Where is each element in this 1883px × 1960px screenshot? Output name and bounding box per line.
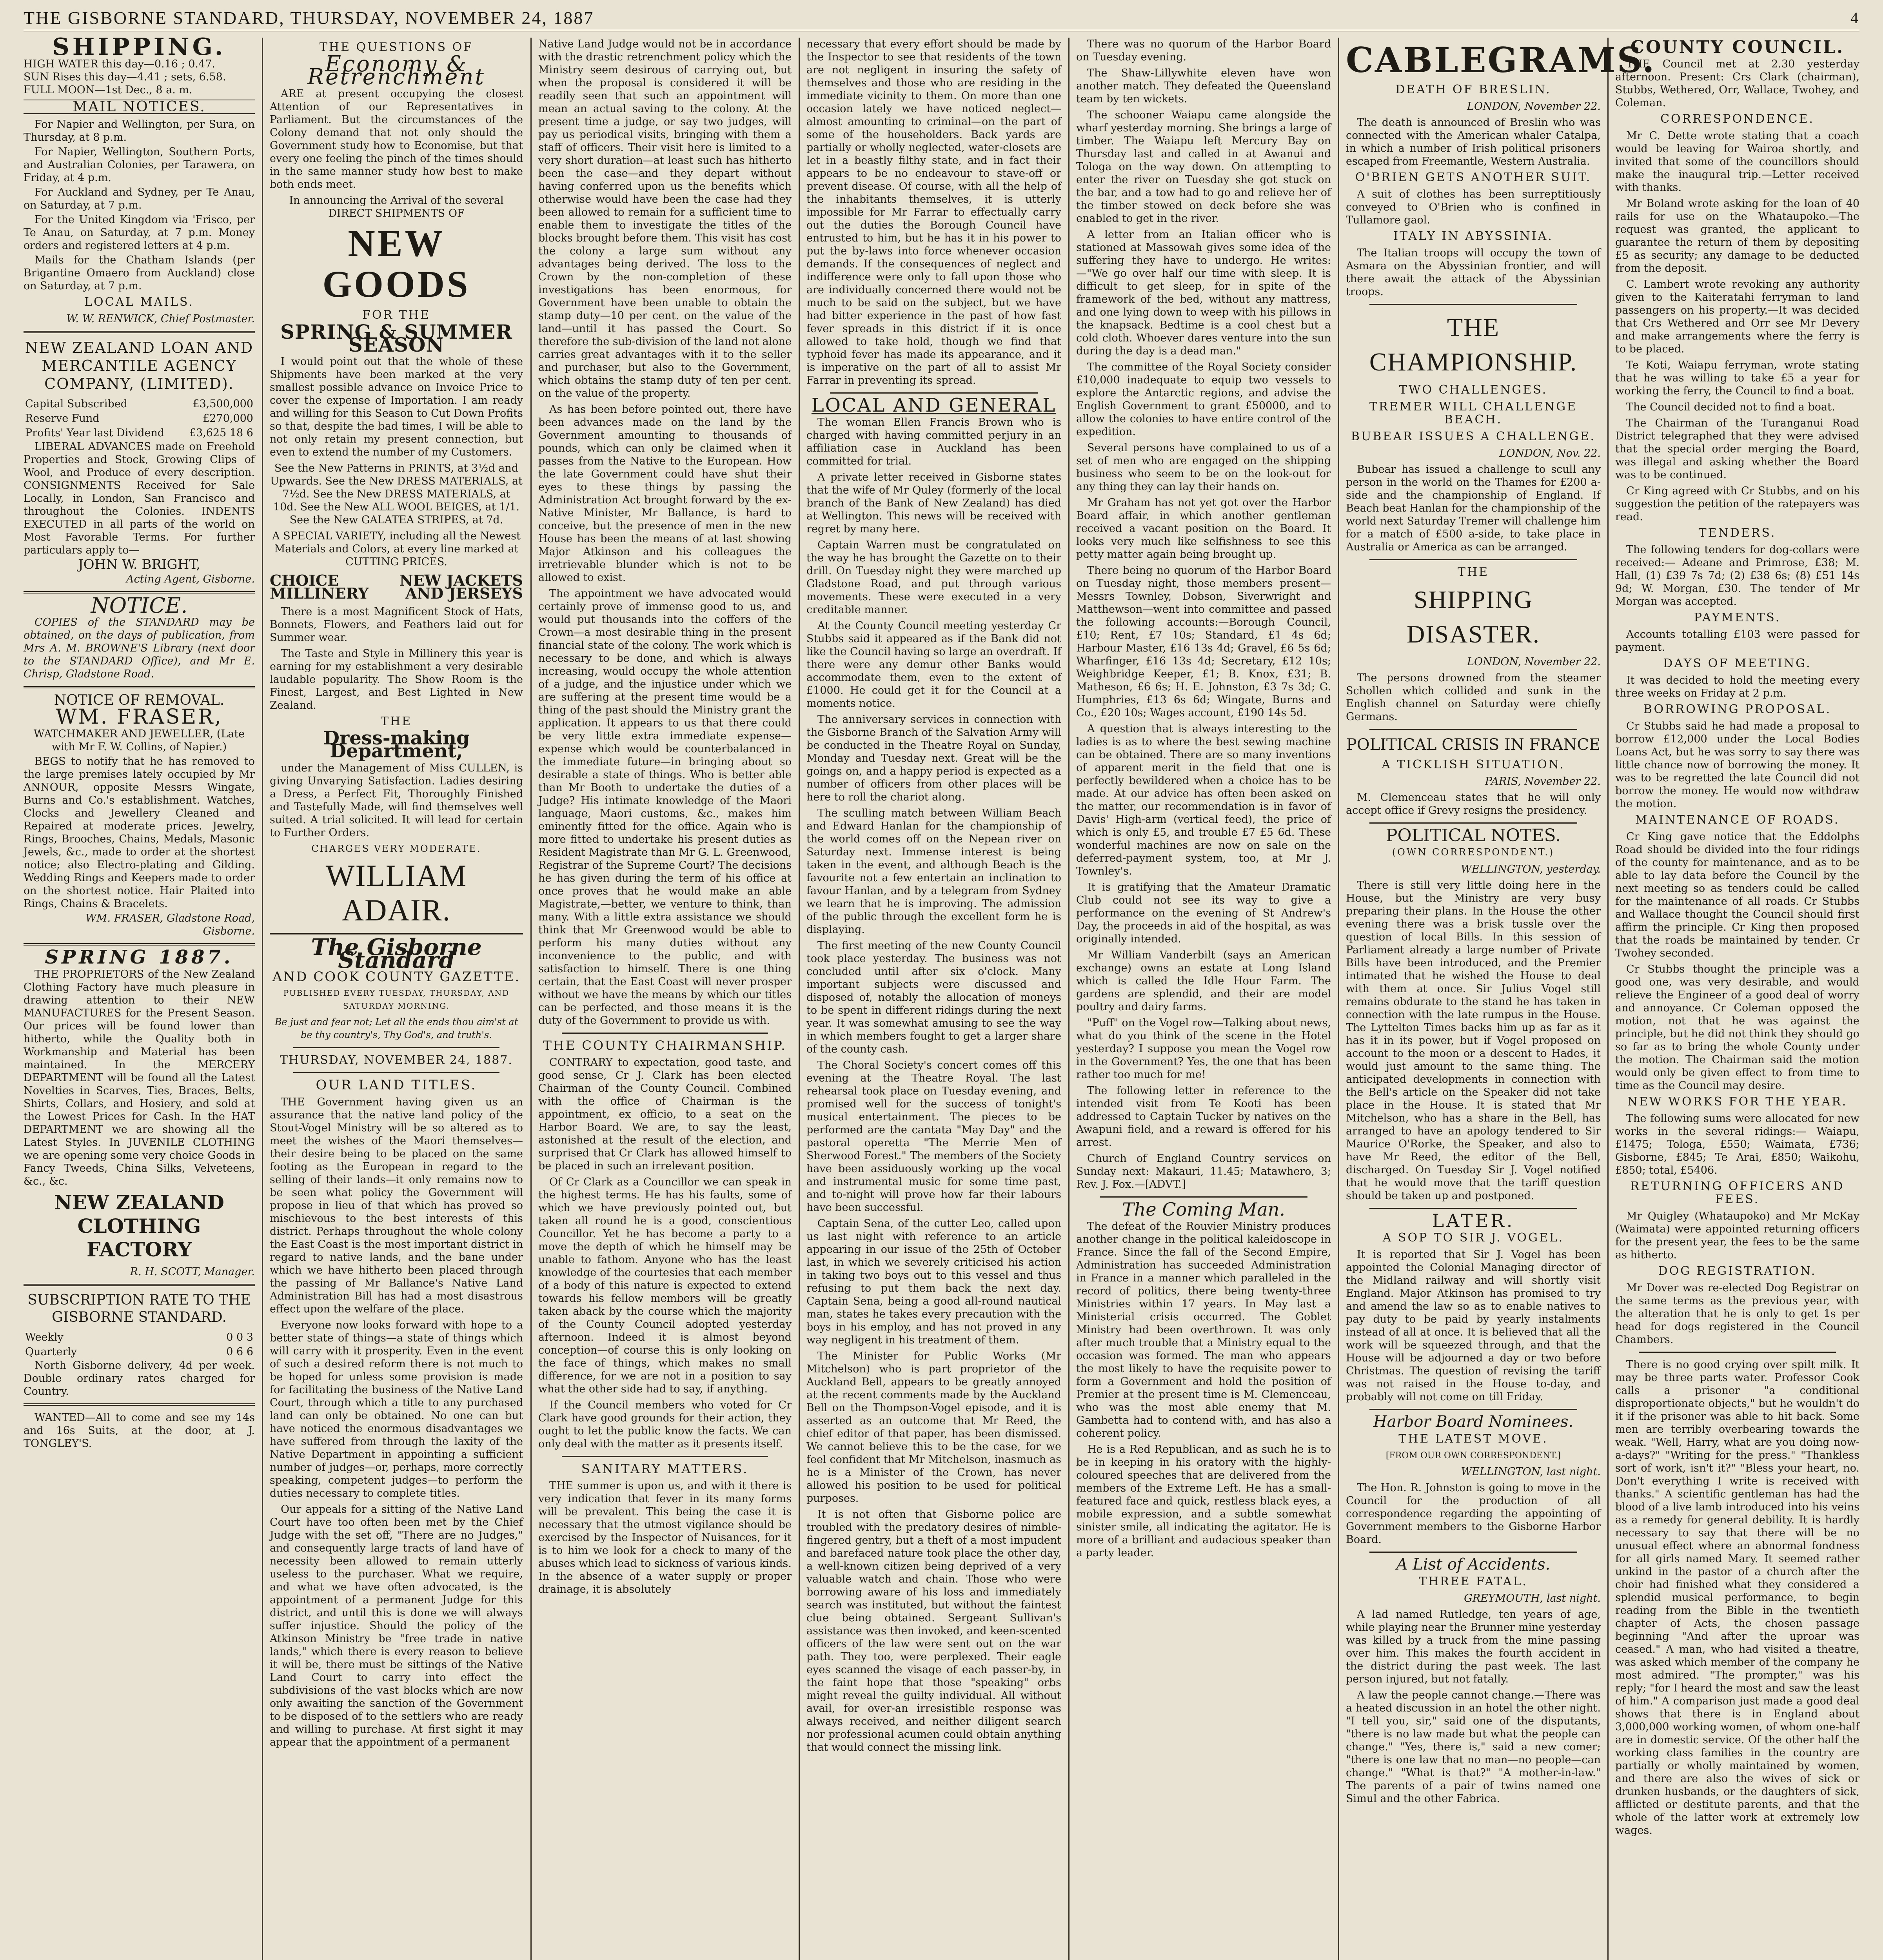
news-item: A question that is always interesting to the ladies is as to where the best sewing machine can be obtained. There are so many inventions of apparent merit in the field that one is perfectly bewildered when a choice has to be made. At our advice has often been asked on the matter, our recommendation is in favor of Davis' High-arm (vertical feed), the price of which is only £5, and trouble £7 £5 6d. These wonderful machines are now on sale on the deferred-payment system, too, at Mr J. Townley's. (1076, 723, 1331, 877)
economy-text: ARE at present occupying the closest Attention of our Representatives in Parliament. But the circumstances of the Colony demand that not only should the Government study how to Economise, but that every one feeling the pinch of the times should in the same manner study how best to make both ends meet. (270, 88, 523, 191)
divider (1369, 822, 1577, 824)
article-paragraph: The defeat of the Rouvier Ministry produces another change in the political kaleidoscope in France. Since the fall of the Second Empire, Administration has succeeded Administration in France in a manner which paralleled in the record of politics, there being twenty-three Ministries within 17 years. In May last a Ministerial crisis occurred. The Goblet Ministry had been overthrown. It was only after much trouble that a Ministry equal to the occasion was formed. The man who appears the most likely to have the requisite power to form a Government and hold the position of Premier at the present time is M. Clemenceau, who was the most able enemy that M. Gambetta had to contend with, and has also a coherent policy. (1076, 1220, 1331, 1439)
news-item: Mr Graham has not yet got over the Harbor Board affair, in which another gentleman received a vacant position on the Board. It looks very much like selfishness to see this petty matter again being brought up. (1076, 497, 1331, 561)
news-item: There being no quorum of the Harbor Board on Tuesday night, those members present—Messrs Townley, Dobson, Siverwright and Matthewson—went into committee and passed the following accounts:—Borough Council, £10; Rent, £7 10s; Standard, £1 4s 6d; Harbour Master, £16 13s 4d; Gravel, £6 5s 6d; Wharfinger, £16 13s 4d; Secretary, £12 10s; Weighbridge Keeper, £1; B. Knox, £31; B. Matheson, £6 6s; H. E. Johnston, £3 7s 3d; G. Humphries, £13 6s 6d; Wingate, Burns and Co., £20 10s; Wages account, £190 14s 5d. (1076, 564, 1331, 719)
divider (1369, 1552, 1577, 1553)
tenders-heading: TENDERS. (1698, 526, 1776, 540)
column-rule (530, 38, 532, 1960)
divider (24, 331, 255, 333)
returning-officers-heading: RETURNING OFFICERS AND FEES. (1630, 1180, 1845, 1206)
crisis-date: PARIS, November 22. (1485, 775, 1601, 788)
harbor-board-from: [FROM OUR OWN CORRESPONDENT.] (1385, 1451, 1561, 1461)
mail-item: For Napier, Wellington, Southern Ports, and Australian Colonies, per Tarawera, on Friday, at 4 p.m. (24, 146, 255, 184)
council-item: Mr Quigley (Whataupoko) and Mr McKay (Waimata) were appointed returning officers for the present year, the fees to be the same as hitherto. (1615, 1210, 1859, 1261)
divider (24, 686, 255, 688)
council-item: Mr Dover was re-elected Dog Registrar on the same terms as the previous year, with the alteration that he is only to get 1s per head for dogs registered in the Council Chambers. (1615, 1282, 1859, 1346)
table-row (24, 426, 255, 440)
new-works-heading: NEW WORKS FOR THE YEAR. (1627, 1095, 1848, 1109)
divider (293, 1047, 499, 1048)
maintenance-heading: MAINTENANCE OF ROADS. (1635, 813, 1840, 827)
cable-date: LONDON, November 22. (1467, 100, 1601, 113)
loan-signature-title: Acting Agent, Gisborne. (126, 573, 255, 585)
disaster-date: LONDON, November 22. (1467, 656, 1601, 668)
dressmaking-heading: Dress-making Department, (323, 727, 470, 762)
questions-heading: THE QUESTIONS OF (319, 40, 474, 54)
table-cell: Capital Subscribed (25, 398, 128, 410)
harbor-board-text: The Hon. R. Johnston is going to move in the Council for the production of all correspondence regarding the appointing of Government members to the Gisborne Harbor Board. (1346, 1482, 1601, 1546)
article-paragraph: necessary that every effort should be made by the Inspector to see that residents of the town are not negligent in insuring the safety of themselves and those who are residing in the immediate vicinity to them. On more than one occasion lately we have noticed neglect—almost amounting to criminal—on the part of some of the householders. Back yards are partially or wholly neglected, water-closets are let in a beastly filthy state, and in fact their appears to be no endeavour to stave-off or prevent disease. Of course, with all the help of the inhabitants themselves, it is utterly impossible for Mr Farrar to effectually carry out the duties the Borough Council have entrusted to him, but he has it in his power to put the by-laws into force whenever occasion demands. If the consequences of neglect and indifference were only to fall upon those who are individually concerned there would not be much to be said on the subject, but we have had bitter experience in the past of how fast fever spreads in this district if it is once allowed to take hold, though we find that typhoid fever has made its appearance, and it is imperative on the part of all to assist Mr Farrar in preventing its spread. (806, 38, 1061, 387)
column-2 (270, 38, 523, 1960)
fraser-text: BEGS to notify that he has removed to the large premises lately occupied by Mr ANNOUR, opposite Messrs Wingate, Burns and Co.'s establishment. Watches, Clocks and Jewellery Cleaned and Repaired at moderate prices. Jewelry, Rings, Brooches, Chains, Medals, Masonic Jewels, &c., made to order at the shortest notice; also Electro-plating and Gilding. Wedding Rings and Keepers made to order on the shortest notice. Hair Plaited into Rings, Chains & Bracelets. (24, 755, 255, 910)
mail-item: For Napier and Wellington, per Sura, on Thursday, at 8 p.m. (24, 118, 255, 143)
news-item: Several persons have complained to us of a set of men who are engaged on the shipping business who seem to be on the look-out for any thing they can lay their hands on. (1076, 442, 1331, 493)
council-item: The following tenders for dog-collars were received:— Adeane and Primrose, £38; M. Hall, (1) £39 7s 7d; (2) £38 6s; (8) £51 14s 9d; W. Morgan, £30. The tender of Mr Morgan was accepted. (1615, 544, 1859, 608)
later-text: It is reported that Sir J. Vogel has been appointed the Colonial Managing director of the Midland railway and will shortly visit England. Major Atkinson has promised to try and amend the law so as to enable natives to pay duty to be paid by yearly instalments instead of all at once. It is believed that all the work will be squeezed through, and that the House will be adjourned a day or two before Christmas. The question of revising the tariff was not raised in the House to-day, and probably will not come on till Friday. (1346, 1249, 1601, 1403)
divider (1369, 559, 1577, 560)
table-row (24, 411, 255, 426)
column-rule (1068, 38, 1070, 1960)
prints-text: See the New Patterns in PRINTS, at 3½d and Upwards. See the New DRESS MATERIALS, at 7½d. See the New DRESS MATERIALS, at 10d. See the New ALL WOOL BEIGES, at 1/1. See the New GALATEA STRIPES, at 7d. (270, 462, 523, 526)
table-row (24, 1345, 255, 1359)
council-item: The Chairman of the Turanganui Road District telegraphed that they were advised that the special order merging the Board, was illegal and asking whether the Board was to be continued. (1615, 417, 1859, 481)
news-item: Church of England Country services on Sunday next: Makauri, 11.45; Matawhero, 3; Rev. J. Fox.—[ADVT.] (1076, 1152, 1331, 1191)
divider (1369, 1208, 1577, 1209)
council-item: Cr King gave notice that the Eddolphs Road should be divided into the four ridings of the county for maintenance, and as to be able to lay data before the Council by the next meeting so as tenders could be called for the maintenance of all roads. Cr Stubbs and Wallace thought the Council should first affirm the principle. Cr King then proposed that the roads be maintained by tender. Cr Twohey seconded. (1615, 831, 1859, 959)
column-rule (1338, 38, 1339, 1960)
local-mails-heading: LOCAL MAILS. (84, 295, 194, 309)
special-text: A SPECIAL VARIETY, including all the Newest Materials and Colors, at every line marked at CUTTING PRICES. (272, 530, 521, 568)
fraser-signature: WM. FRASER, Gladstone Road, Gisborne. (85, 912, 255, 937)
divider (1100, 1196, 1307, 1198)
council-item: It was decided to hold the meeting every three weeks on Friday at 2 p.m. (1615, 674, 1859, 699)
news-item: The Minister for Public Works (Mr Mitchelson) who is part proprietor of the Auckland Bell, appears to be greatly annoyed at the recent comments made by the Auckland Bell on the Thompson-Vogel episode, and it is asserted as an outcome that Mr Reed, the chief editor of that paper, has been dismissed. We cannot believe this to be the case, for we feel confident that Mr Mitchelson, inasmuch as he is a Minister of the Crown, has never allowed his position to be used for political purposes. (806, 1350, 1061, 1504)
charges-text: CHARGES VERY MODERATE. (311, 843, 481, 854)
editorial-paragraph: As has been before pointed out, there have been advances made on the land by the Government amounting to thousands of pounds, which can only be claimed when it passes from the Native to the European. How the late Government could have shut their eyes to these things by passing the Administration Act brought forward by the ex-Native Minister, Mr Ballance, is hard to conceive, but the presence of men in the new House has been the means of at last showing Major Atkinson and his colleagues the irretrievable blunder which is not to be allowed to exist. (538, 403, 792, 584)
county-chairmanship-heading: THE COUNTY CHAIRMANSHIP. (543, 1038, 787, 1053)
column-5 (1076, 38, 1331, 1960)
paper-subtitle: AND COOK COUNTY GAZETTE. (272, 969, 521, 985)
council-item: The Council decided not to find a boat. (1626, 401, 1835, 413)
dateline: THURSDAY, NOVEMBER 24, 1887. (280, 1053, 513, 1067)
capital-table (24, 397, 255, 440)
divider (24, 943, 255, 946)
mail-item: Mails for the Chatham Islands (per Brigantine Omaero from Auckland) close on Saturday, at 7 p.m. (24, 254, 255, 292)
goods-text: I would point out that the whole of these Shipments have been marked at the very smallest possible advance on Invoice Price to cover the expense of Importation. I am ready and willing for this Season to Cut Down Profits so that, despite the bad times, I will be able to not only retain my present connection, but even to extend the number of my Customers. (270, 356, 523, 458)
mail-item: For the United Kingdom via 'Frisco, per Te Anau, on Saturday, at 7 p.m. Money orders and registered letters at 4 p.m. (24, 214, 255, 252)
cable-heading: ITALY IN ABYSSINIA. (1393, 229, 1553, 243)
news-item: The sculling match between William Beach and Edward Hanlan for the championship of the world comes off on the Nepean river on Saturday next. Immense interest is being taken in the event, and although Beach is the favourite not a few entertain an inclination to favour Hanlan, and by a telegram from Sydney we learn that he is improving. The admission of the public through the excellent form he is displaying. (806, 807, 1061, 936)
harbor-board-date: WELLINGTON, last night. (1461, 1466, 1601, 1478)
political-text: There is still very little doing here in the House, but the Ministry are very busy preparing their plans. In the House the other evening there was a brisk tussle over the question of local Bills. In this session of Parliament already a large number of Private Bills have been introduced, and the Premier intimated that he wished the House to deal with them at once. Sir Julius Vogel still remains obdurate to the stand he has taken in connection with the late rumpus in the House. The Lyttelton Times backs him up as far as it has it in its power, but if Vogel proposed on account to the moon or a descent to Hades, it would just amount to the same thing. The anticipated developments in connection with the Bell's article on the Speaker did not take place in the House. It is stated that Mr Mitchelson, who has a share in the Bell, has arranged to have an apology tendered to Sir Maurice O'Rorke, the Speaker, and also to have Mr Reed, the editor of the Bell, discharged. On Tuesday Sir J. Vogel notified that he would move that the tariff question should be taken up and postponed. (1346, 879, 1601, 1202)
news-item: The woman Ellen Francis Brown who is charged with having committed perjury in an affiliation case in Auckland has been committed for trial. (806, 416, 1061, 467)
harbor-board-heading: Harbor Board Nominees. (1373, 1413, 1574, 1431)
council-item: Cr Stubbs said he had made a proposal to borrow £12,000 under the Local Bodies Loans Act, but he was sorry to say there was little chance now of borrowing the money. It was to be regretted the late Council did not borrow the money. He would now withdraw the motion. (1615, 720, 1859, 810)
shipping-heading: SHIPPING. (52, 33, 226, 61)
column-7 (1615, 38, 1859, 1960)
cable-text: A suit of clothes has been surreptitiously conveyed to O'Brien who is confined in Tullamore gaol. (1346, 188, 1601, 226)
championship-date: LONDON, Nov. 22. (1499, 447, 1601, 459)
column-4 (806, 38, 1061, 1960)
editorial-paragraph: Native Land Judge would not be in accordance with the drastic retrenchment policy which the Ministry seem desirous of carrying out, but when the proposal is considered it will be readily seen that such an appointment will mean an actual saving to the colony. At the present time a judge, or say two judges, will pay us periodical visits, bringing with them a staff of officers. Their visit here is limited to a very short duration—at least such has hitherto been the case—and they depart without having conferred upon us the benefits which otherwise would have been the case had they been allowed to remain for a sufficient time to enable them to investigate the titles of the blocks brought before them. This visit has cost the colony a large sum without any advantages being derived. The loss to the Crown by the non-completion of these investigations has been enormous, for Government have been unable to obtain the stamp duty—10 per cent. on the value of the land—until it has passed the Court. So therefore the sub-division of the land not alone carries great advantages with it to the seller and purchaser, but also to the Government, which obtains the stamp duty of ten per cent. on the value of the property. (538, 38, 792, 399)
news-item: The schooner Waiapu came alongside the wharf yesterday morning. She brings a large of timber. The Waiapu left Mercury Bay on Thursday last and called in at Awanui and Tologa on the way down. On attempting to enter the river on Tuesday she got stuck on the bar, and a tow had to go and relieve her of the timber stowed on deck before she was enabled to get in the river. (1076, 109, 1331, 225)
championship-sub: BUBEAR ISSUES A CHALLENGE. (1351, 430, 1596, 443)
news-item: The following letter in reference to the intended visit from Te Kooti has been addressed to Captain Tucker by natives on the Awapuni field, and a reward is offered for his arrest. (1076, 1085, 1331, 1149)
accidents-heading: A List of Accidents. (1396, 1555, 1551, 1573)
column-3 (538, 38, 792, 1960)
masthead-title: THE GISBORNE STANDARD, THURSDAY, NOVEMBER 24, 1887 (24, 7, 594, 28)
council-item: Cr King agreed with Cr Stubbs, and on his suggestion the petition of the ratepayers was read. (1615, 485, 1859, 523)
article-paragraph: He is a Red Republican, and as such he is to be in keeping in his oratory with the highly-coloured speeches that are delivered from the members of the Extreme Left. He has a small-featured face and quick, restless black eyes, a mobile expression, and a subtle somewhat sinister smile, all indicating the agitator. He is more of a brilliant and audacious speaker than a party leader. (1076, 1443, 1331, 1559)
championship-sub: TREMER WILL CHALLENGE BEACH. (1369, 400, 1577, 426)
editorial-paragraph: Our appeals for a sitting of the Native Land Court have too often been met by the Chief Judge with the set off, "There are no Judges," and consequently large tracts of land have of necessity been allowed to remain utterly useless to the purchaser. What we require, and what we have often advocated, is the appointment of a permanent Judge for this district, and until this is done we will always suffer injustice. Should the policy of the Atkinson Ministry be "free trade in native lands," which there is every reason to believe it will be, there must be sittings of the Native Land Court to carry into effect the subdivisions of the vast blocks which are now only awaiting the sanction of the Government to be disposed of to the settlers who are ready and willing to purchase. At first sight it may appear that the appointment of a permanent (270, 1503, 523, 1748)
table-cell: £270,000 (203, 412, 253, 425)
table-cell: Quarterly (25, 1346, 77, 1358)
table-cell: Profits' Year last Dividend (25, 427, 165, 439)
notice-text: COPIES of the STANDARD may be obtained, on the days of publication, from Mrs A. M. BROWNE'S Library (next door to the STANDARD Office), and Mr E. Chrisp, Gladstone Road. (24, 616, 255, 680)
choice-row (270, 574, 523, 600)
spring-text: THE PROPRIETORS of the New Zealand Clothing Factory have much pleasure in drawing attention to their NEW MANUFACTURES for the Present Season. Our prices will be found lower than hitherto, while the Quality both in Workmanship and Material has been maintained. In the MERCERY DEPARTMENT will be found all the Latest Novelties in Scarves, Ties, Braces, Belts, Shirts, Collars, and Hosiery, and sold at the Lowest Prices for Cash. In the HAT DEPARTMENT we are showing all the Latest Styles. In JUVENILE CLOTHING we are opening some very choice Goods in Fancy Tweeds, China Silks, Velveteens, &c., &c. (24, 968, 255, 1187)
council-item: The following sums were allocated for new works in the several ridings:— Waiapu, £1475; Tologa, £550; Waimata, £736; Gisborne, £845; Te Arai, £850; Waikohu, £850; total, £5406. (1615, 1112, 1859, 1176)
sanitary-heading: SANITARY MATTERS. (581, 1461, 749, 1476)
table-row (24, 397, 255, 411)
championship-sub: TWO CHALLENGES. (1399, 383, 1548, 397)
championship-heading: THE CHAMPIONSHIP. (1369, 313, 1578, 376)
news-item: The Choral Society's concert comes off this evening at the Theatre Royal. The last rehearsal took place on Tuesday evening, and promised well for the success of tonight's musical entertainment. The pieces to be performed are the cantata "May Day" and the pastoral operetta "The Merrie Men of Sherwood Forest." The members of the Society have been assiduously working up the vocal and instrumental music for some time past, and to-night will prove how far their labours have been successful. (806, 1059, 1061, 1214)
divider (24, 1284, 255, 1286)
council-item: Accounts totalling £103 were passed for payment. (1615, 628, 1859, 653)
motto: Be just and fear not; Let all the ends thou aim'st at be thy country's, Thy God's, and truth's. (274, 1016, 518, 1040)
the-label: THE (1457, 565, 1489, 579)
council-item: C. Lambert wrote revoking any authority given to the Kaiteratahi ferryman to land passengers on his property.—It was decided that Crs Wethered and Orr see Mr Devery and make arrangements where the ferry is to be placed. (1615, 278, 1859, 355)
factory-signature: R. H. SCOTT, Manager. (130, 1266, 255, 1278)
news-item: The first meeting of the new County Council took place yesterday. The business was not concluded until after six o'clock. Many important subjects were discussed and disposed of, notably the allocation of moneys to be spent in different ridings during the next year. It was somewhat amusing to see the way in which members fought to get a larger share of the county cash. (806, 940, 1061, 1055)
divider (1369, 304, 1577, 305)
county-council-heading: COUNTY COUNCIL. (1630, 37, 1845, 57)
coming-man-heading: The Coming Man. (1122, 1199, 1285, 1220)
table-cell: Reserve Fund (25, 412, 100, 425)
cablegrams-heading: CABLEGRAMS. (1346, 40, 1656, 80)
loan-signature: JOHN W. BRIGHT, (78, 557, 200, 572)
subscription-heading: SUBSCRIPTION RATE TO THE GISBORNE STANDARD. (27, 1292, 251, 1325)
news-item: "Puff" on the Vogel row—Talking about news, what do you think of the scene in the Hotel yesterday? I suppose you mean the Vogel row in the Government? Yes, the one that has been rather too much for me! (1076, 1017, 1331, 1081)
news-item: There was no quorum of the Harbor Board on Tuesday evening. (1076, 38, 1331, 63)
announce-text: In announcing the Arrival of the several DIRECT SHIPMENTS OF (289, 194, 504, 220)
new-jackets: NEW JACKETS AND JERSEYS (399, 572, 523, 602)
table-cell: 0 6 6 (226, 1346, 253, 1358)
divider (562, 1033, 768, 1034)
divider (1369, 729, 1577, 730)
subscription-table (24, 1330, 255, 1359)
political-date: WELLINGTON, yesterday. (1461, 863, 1601, 875)
council-item: Mr Boland wrote asking for the loan of 40 rails for use on the Whataupoko.—The request was granted, the applicant to guarantee the return of them by depositing £5 as security; any damage to be deducted from the deposit. (1615, 198, 1859, 274)
news-item: The committee of the Royal Society consider £10,000 inadequate to equip two vessels to explore the Antarctic regions, and advise the English Government to grant £50000, and to allow the colonies to have entire control of the expedition. (1076, 361, 1331, 438)
dressmaking-text: under the Management of Miss CULLEN, is giving Unvarying Satisfaction. Ladies desiring a Dress, a Perfect Fit, Thoroughly Finished and Tastefully Made, will find themselves well suited. A trial solicited. It will lead for certain to Further Orders. (270, 762, 523, 839)
news-item: Captain Sena, of the cutter Leo, called upon us last night with reference to an article appearing in our issue of the 25th of October last, in which we severely criticised his action in taking two boys out to this vessel and thus refusing to put them back the next day. Captain Sena, being a good all-round nautical man, states he takes every precaution with the boys in his employ, and has not proved in any way negligent in his treatment of them. (806, 1218, 1061, 1346)
loan-company-heading: NEW ZEALAND LOAN AND MERCANTILE AGENCY COMPANY, (LIMITED). (25, 339, 254, 392)
table-cell: 0 0 3 (226, 1331, 253, 1343)
crisis-sub: A TICKLISH SITUATION. (1382, 758, 1565, 771)
news-item: It is not often that Gisborne police are troubled with the predatory desires of nimble-fingered gentry, but a theft of a most impudent and barefaced nature took place the other day, a well-known citizen being deprived of a very valuable watch and chain. Those who were borrowing aware of his loss and immediately search was instituted, but without the faintest clue being obtained. Sergeant Sullivan's assistance was then invoked, and keen-scented officers of the law were sent out on the war path. They too, were perplexed. Their eagle eyes scanned the visage of each passer-by, in the faint hope that those "speaking" orbs might reveal the guilty individual. All without avail, for over-an irresistible response was always received, and neither diligent search nor professional acumen could obtain anything that would connect the missing link. (806, 1508, 1061, 1753)
council-intro: THE Council met at 2.30 yesterday afternoon. Present: Crs Clark (chairman), Stubbs, Wethered, Orr, Wallace, Twohey, and Coleman. (1615, 58, 1859, 109)
fraser-name: WM. FRASER, (56, 705, 223, 729)
local-general-heading: LOCAL AND GENERAL (811, 394, 1057, 416)
crisis-heading: POLITICAL CRISIS IN FRANCE (1346, 736, 1601, 754)
crisis-text: M. Clemenceau states that he will only accept office if Grevy resigns the presidency. (1346, 791, 1601, 817)
accidents-text: A lad named Rutledge, ten years of age, while playing near the Brunner mine yesterday was killed by a truck from the mine passing over him. This makes the fourth accident in the district during the past week. The last person injured, but not fatally. (1346, 1608, 1601, 1685)
correspondence-heading: CORRESPONDENCE. (1660, 112, 1814, 126)
removal-heading: NOTICE OF REMOVAL. (54, 692, 225, 708)
accidents-date: GREYMOUTH, last night. (1464, 1592, 1601, 1604)
article-paragraph: If the Council members who voted for Cr Clark have good grounds for their action, they ought to let the public know the facts. We can only deal with the matter as it presents itself. (538, 1399, 792, 1450)
political-sub: (OWN CORRESPONDENT.) (1392, 847, 1555, 858)
subscription-note: North Gisborne delivery, 4d per week. Double ordinary rates charged for Country. (24, 1359, 255, 1397)
news-item: A letter from an Italian officer who is stationed at Massowah gives some idea of the suffering they have to undergo. He writes:—"We go over half our time with sleep. It is difficult to get sleep, for in spite of the framework of the bed, without any mattress, and one lying down to weep with his pillows in the knapsack. Bedtime is a cool chest but a cold cloth. Whoever dares venture into the sun during the day is a dead man." (1076, 229, 1331, 357)
news-item: It is gratifying that the Amateur Dramatic Club could not see its way to give a performance on the evening of St Andrew's Day, the proceeds in aid of the hospital, as was originally intended. (1076, 881, 1331, 945)
news-item: At the County Council meeting yesterday Cr Stubbs said it appeared as if the Bank did not like the Council having so large an overdraft. If there were any demur other Banks would accommodate them, even to the extent of £1000. He could get it for the Council at a moments notice. (806, 620, 1061, 710)
published-line: PUBLISHED EVERY TUESDAY, THURSDAY, AND SATURDAY MORNING. (283, 988, 510, 1011)
choice-millinery: CHOICE MILLINERY (270, 572, 369, 602)
factory-heading: NEW ZEALAND CLOTHING FACTORY (54, 1191, 224, 1261)
news-item: Mr William Vanderbilt (says an American exchange) owns an estate at Long Island which is called the Idle Hour Farm. The gardens are splendid, and their are model poultry and dairy farms. (1076, 949, 1331, 1013)
dog-registration-heading: DOG REGISTRATION. (1658, 1264, 1817, 1278)
page-number: 4 (1850, 9, 1859, 27)
masthead (24, 5, 1859, 31)
column-rule (1607, 38, 1609, 1960)
notice-heading: NOTICE. (91, 593, 188, 618)
table-cell: £3,500,000 (192, 398, 253, 410)
column-rule (799, 38, 800, 1960)
land-titles-heading: OUR LAND TITLES. (316, 1077, 477, 1093)
divider (293, 1072, 499, 1073)
article-paragraph: THE summer is upon us, and with it there is very indication that fever in its many forms will be prevalent. This being the case it is necessary that the utmost vigilance should be exercised by the Inspector of Nuisances, for it is to him we look for a check to many of the abuses which lead to sickness of various kinds. In the absence of a water supply or proper drainage, it is absolutely (538, 1480, 792, 1595)
choice-text: There is a most Magnificent Stock of Hats, Bonnets, Flowers, and Feathers laid out for Summer wear. (270, 606, 523, 644)
shipping-disaster-heading: SHIPPING DISASTER. (1407, 586, 1540, 648)
the-label: THE (380, 715, 412, 728)
mail-item: For Auckland and Sydney, per Te Anau, on Saturday, at 7 p.m. (24, 186, 255, 211)
borrowing-heading: BORROWING PROPOSAL. (1643, 702, 1832, 716)
disaster-text: The persons drowned from the steamer Schollen which collided and sunk in the English channel on Saturday were chiefly Germans. (1346, 672, 1601, 723)
accidents-sub: THREE FATAL. (1419, 1575, 1528, 1588)
divider (1639, 1352, 1836, 1353)
spring-summer-heading: SPRING & SUMMER SEASON (280, 320, 513, 356)
news-item: The anniversary services in connection with the Gisborne Branch of the Salvation Army will be conducted in the Theatre Royal on Sunday, Monday and Tuesday next. Great will be the goings on, and a happy period is expected as a number of officers from other places will be here to roll the chariot along. (806, 713, 1061, 803)
column-rule (262, 38, 263, 1960)
divider (562, 1456, 768, 1457)
loan-text: LIBERAL ADVANCES made on Freehold Properties and Stock, Growing Clips of Wool, and Produce of every description. CONSIGNMENTS Received for Sale Locally, in London, San Francisco and throughout the Colonies. INDENTS EXECUTED in all parts of the world on Most Favorable Terms. For further particulars apply to— (24, 441, 255, 556)
paper-title: The Gisborne Standard (311, 934, 482, 973)
council-item: Mr C. Dette wrote stating that a coach would be leaving for Wairoa shortly, and invited that some of the councillors should make the inaugural trip.—Letter received with thanks. (1615, 130, 1859, 194)
table-row (24, 1330, 255, 1345)
column-6 (1346, 38, 1656, 1960)
news-item: The Shaw-Lillywhite eleven have won another match. They defeated the Queensland team by ten wickets. (1076, 67, 1331, 105)
miscellany-text: There is no good crying over spilt milk. It may be three parts water. Professor Cook calls a prisoner "a conditional disproportionate objects," but he wouldn't do it if the prisoner was able to hit back. Some men are terribly overbearing towards the weak. "Well, Harry, what are you doing now-a-days?" "Writing for the press." "Thankless sort of work, isn't it?" "Bless your heart, no. Don't everything I write is received with thanks." A scientific gentleman has had the blood of a live lamb introduced into his veins as a remedy for general debility. It is hardly necessary to say that there will be no unusual effect where an abnormal fondness for all girls named Mary. It seemed rather unkind in the pastor of a church after the choir had finished what they considered a splendid musical performance, to begin reading from the Bible in the twentieth chapter of Acts, the chosen passage beginning "And after the uproar was ceased." A man, who had visited a theatre, was asked which member of the company he most admired. "The prompter," was his reply; "for I heard the most and saw the least of him." A comparison just made a good deal shows that there is in England about 3,000,000 working women, of whom one-half are in domestic service. Of the other half the working class families in the country are partially or wholly maintained by women, and there are also the wives of sick or drunken husbands, or the daughters of sick, afflicted or destitute parents, and that the whole of the latter work at extremely low wages. (1615, 1359, 1859, 1837)
divider (830, 392, 1038, 394)
adair-name: WILLIAM ADAIR. (325, 858, 467, 927)
economy-heading: Economy & Retrenchment (307, 51, 486, 90)
fraser-trade: WATCHMAKER AND JEWELLER, (Late with Mr F. W. Collins, of Napier.) (33, 728, 245, 753)
table-cell: Weekly (25, 1331, 64, 1343)
tides-text: HIGH WATER this day—0.16 ; 0.47. SUN Rises this day—4.41 ; sets, 6.58. FULL MOON—1st Dec., 8 a. m. (24, 58, 226, 96)
news-item: A private letter received in Gisborne states that the wife of Mr Quley (formerly of the local branch of the Bank of New Zealand) has died at Wellington. This news will be received with regret by many here. (806, 471, 1061, 535)
postmaster-signature: W. W. RENWICK, Chief Postmaster. (66, 313, 255, 325)
new-goods-heading: NEW GOODS (322, 222, 470, 305)
for-the: FOR THE (362, 308, 430, 322)
news-item: Captain Warren must be congratulated on the way he has brought the Gazette on to their drill. On Tuesday night they were marched up Gladstone Road, and put through various movements. These were executed in a very creditable manner. (806, 539, 1061, 616)
political-notes-heading: POLITICAL NOTES. (1385, 826, 1561, 846)
days-heading: DAYS OF MEETING. (1663, 657, 1812, 670)
article-paragraph: CONTRARY to expectation, good taste, and good sense, Cr J. Clark has been elected Chairman of the County Council. Combined with the office of Chairman is the appointment, ex officio, to a seat on the Harbor Board. We are, to say the least, astonished at the result of the election, and surprised that Cr Clark has allowed himself to be placed in such an irrelevant position. (538, 1056, 792, 1172)
article-paragraph: Of Cr Clark as a Councillor we can speak in the highest terms. He has his faults, some of which we have previously pointed out, but taken all round he is a good, conscientious Councillor. Yet he has become a party to a move the depth of which he himself may be unable to fathom. Anyone who has the least knowledge of the courtesies that each member of a body of this nature is expected to extend towards his fellow members will be greatly taken aback by the course which the majority of the County Council adopted yesterday afternoon. Indeed it is almost beyond conception—of course this is only looking on the face of things, which makes no small difference, for we are not in a position to say what the other side had to say, if anything. (538, 1176, 792, 1395)
table-cell: £3,625 18 6 (189, 427, 253, 439)
mail-notices-heading: MAIL NOTICES. (24, 100, 255, 114)
wanted-ad: WANTED—All to come and see my 14s and 16s Suits, at the door, at J. TONGLEY'S. (24, 1412, 255, 1450)
payments-heading: PAYMENTS. (1694, 611, 1781, 624)
divider (24, 1403, 255, 1406)
spring-heading: SPRING 1887. (45, 946, 234, 968)
council-item: Cr Stubbs thought the principle was a good one, was very desirable, and would relieve the Engineer of a good deal of worry and annoyance. Cr Coleman opposed the motion, not that he was against the principle, but he did not think they should go so far as to bring the whole County under the motion. The Chairman said the motion would only be given effect to from time to time as the Council may desire. (1615, 963, 1859, 1092)
cable-heading: O'BRIEN GETS ANOTHER SUIT. (1355, 171, 1592, 184)
later-sub: A SOP TO SIR J. VOGEL. (1382, 1231, 1564, 1245)
column-1 (24, 33, 255, 1960)
divider (1369, 1409, 1577, 1410)
later-heading: LATER. (1432, 1210, 1515, 1231)
cable-text: The Italian troops will occupy the town of Asmara on the Abyssinian frontier, and will there await the attack of the Abyssinian troops. (1346, 247, 1601, 298)
harbor-board-sub: THE LATEST MOVE. (1398, 1432, 1548, 1446)
editorial-paragraph: The appointment we have advocated would certainly prove of immense good to us, and would put thousands into the coffers of the Crown—a most desirable thing in the present financial state of the colony. The work which is necessary to be done, and which is always increasing, would occupy the whole attention of a judge, and the injustice under which we are suffering at the present time would be a thing of the past should the Ministry grant the application. It appears to us that there could be very little extra immediate expense—expense which would be counterbalanced in the immediate future—in bringing about so desirable a state of things. Who is better able than Mr Booth to undertake the duties of a Judge? His intimate knowledge of the Maori language, Maori customs, &c., makes him eminently fitted for the office. Again who is more fitted to undertake his present duties as Resident Magistrate than Mr G. L. Greenwood, Registrar of the Supreme Court? The decisions he has given during the term of his office at once proves that he would make an able Magistrate,—better, we venture to think, than many. With a little extra assistance we should think that Mr Greenwood would be able to perform his many duties without any inconvenience to the public, and with satisfaction to himself. There is one thing certain, that the East Coast will never prosper without we have the means by which our titles can be perfected, and those means it is the duty of the Government to provide us with. (538, 588, 792, 1027)
accidents-text: A law the people cannot change.—There was a heated discussion in an hotel the other night. "I tell you, sir," said one of the disputants, "there is no law made but what the people can change." "Yes, there is," said a new comer; "there is one law that no man—no people—can change." "What is that?" "A mother-in-law." The parents of a pair of twins named one Simul and the other Fabrica. (1346, 1689, 1601, 1805)
cable-text: The death is announced of Breslin who was connected with the American whaler Catalpa, in which a number of Irish political prisoners escaped from Freemantle, Western Australia. (1346, 116, 1601, 167)
championship-text: Bubear has issued a challenge to scull any person in the world on the Thames for £200 a-side and the championship of England. If Beach beat Hanlan for the championship of the world next Saturday Tremer will challenge him for a match of £500 a-side, to take place in Australia or America as can be arranged. (1346, 463, 1601, 553)
taste-text: The Taste and Style in Millinery this year is earning for my establishment a very desirable laudable popularity. The Show Room is the Finest, Largest, and Best Lighted in New Zealand. (270, 648, 523, 711)
editorial-paragraph: THE Government having given us an assurance that the native land policy of the Stout-Vogel Ministry will be so altered as to meet the wishes of the Maori themselves—their desire being to be placed on the same footing as the European in regard to the selling of their lands—it only remains now to be seen what policy the Government will propose in lieu of that which has proved so mischievous to the best interests of this district. Perhaps throughout the whole colony the East Coast is the most important district in regard to native lands, and the bane under which we have hitherto been placed through the passing of Mr Ballance's Native Land Administration Bill has had a most disastrous effect upon the welfare of the place. (270, 1096, 523, 1315)
council-item: Te Koti, Waiapu ferryman, wrote stating that he was willing to take £5 a year for working the ferry, the Council to find a boat. (1615, 359, 1859, 397)
cable-heading: DEATH OF BRESLIN. (1395, 83, 1551, 96)
editorial-paragraph: Everyone now looks forward with hope to a better state of things—a state of things which will carry with it prosperity. Even in the event of such a desired reform there is not much to be hoped for unless some provision is made for facilitating the business of the Native Land Court, through which a title to any purchased land can only be obtained. No one can but have noticed the enormous disadvantages we have suffered from through the laxity of the Native Department in appointing a sufficient number of judges—or, perhaps, more correctly speaking, competent judges—to perform the duties necessary to complete titles. (270, 1319, 523, 1499)
